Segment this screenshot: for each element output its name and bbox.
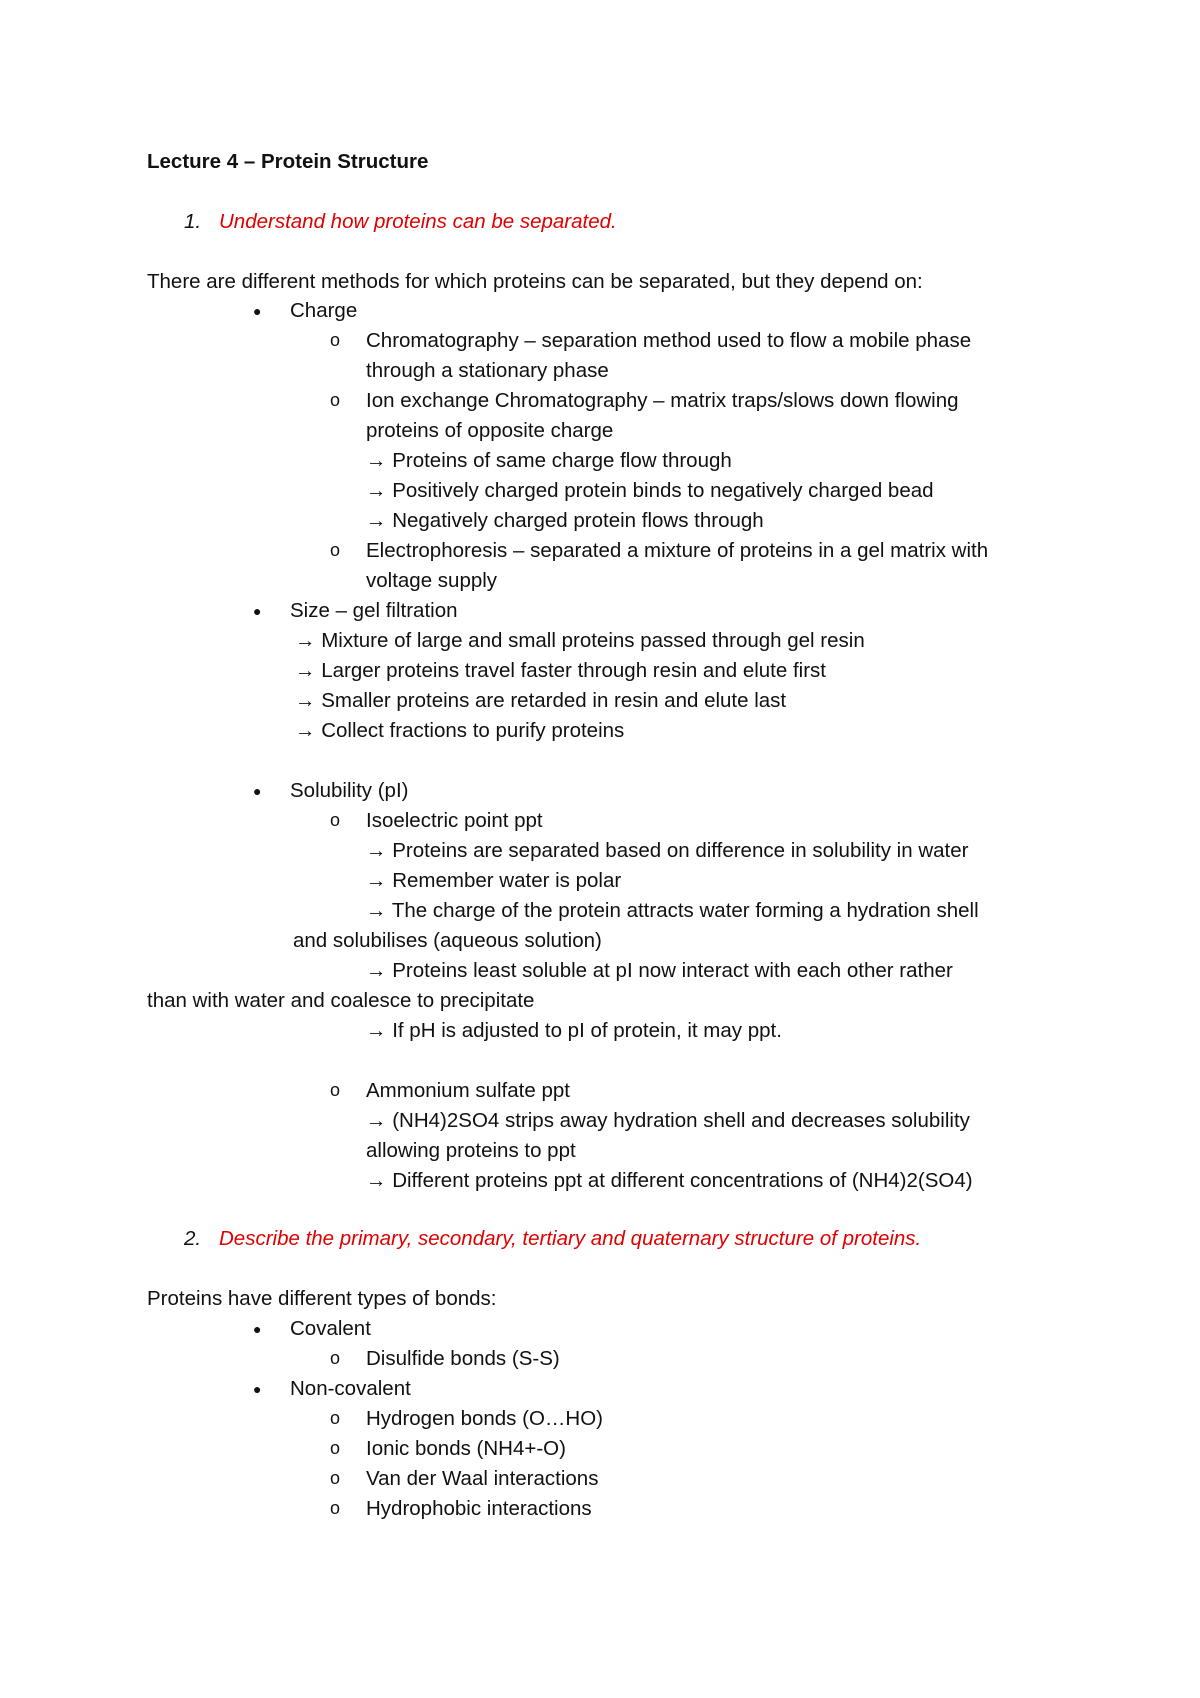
arrow-item-text: The charge of the protein attracts water forming a hydration shell: [391, 899, 979, 922]
objective-number: 2.: [184, 1227, 202, 1250]
chromatography-line: Chromatography – separation method used to flow a mobile phase: [366, 329, 972, 352]
list-item: Hydrophobic interactions: [366, 1497, 592, 1520]
arrow-item-text: If pH is adjusted to pI of protein, it may ppt.: [392, 1019, 782, 1042]
arrow-item: [295, 691, 786, 712]
arrow-icon: →: [366, 1109, 387, 1132]
bullet-charge: Charge: [290, 299, 358, 322]
circle-bullet-icon: o: [330, 1468, 341, 1488]
electrophoresis-line: Electrophoresis – separated a mixture of proteins in a gel matrix with: [366, 539, 989, 562]
list-item: Ionic bonds (NH4+-O): [366, 1437, 566, 1460]
circle-bullet-icon: o: [330, 1408, 341, 1428]
ammonium-label: Ammonium sulfate ppt: [366, 1079, 570, 1102]
circle-bullet-icon: o: [330, 1348, 341, 1368]
arrow-item: [295, 661, 826, 682]
objective-number: 1.: [184, 210, 202, 233]
list-item: Hydrogen bonds (O…HO): [366, 1407, 603, 1430]
arrow-icon: →: [366, 959, 387, 982]
bullet-icon: ●: [253, 1321, 262, 1337]
list-item: Van der Waal interactions: [366, 1467, 599, 1490]
bullet-icon: ●: [253, 303, 262, 319]
arrow-item-text: Collect fractions to purify proteins: [321, 719, 625, 742]
arrow-icon: →: [366, 899, 387, 922]
intro-text: There are different methods for which proteins can be separated, but they depend on:: [147, 270, 923, 293]
arrow-item-cont: than with water and coalesce to precipitate: [147, 989, 535, 1012]
arrow-item: [366, 481, 934, 502]
circle-bullet-icon: o: [330, 330, 341, 350]
arrow-item: [366, 511, 764, 532]
arrow-item: [366, 871, 621, 892]
arrow-icon: →: [295, 719, 316, 742]
arrow-item: [366, 1111, 970, 1132]
arrow-icon: →: [295, 629, 316, 652]
arrow-item-text: Negatively charged protein flows through: [392, 509, 764, 532]
intro-text: Proteins have different types of bonds:: [147, 1287, 497, 1310]
electrophoresis-line-cont: voltage supply: [366, 569, 498, 592]
arrow-item: [366, 451, 732, 472]
arrow-item: [366, 961, 953, 982]
isoelectric-label: Isoelectric point ppt: [366, 809, 543, 832]
arrow-icon: →: [295, 659, 316, 682]
bullet-non-covalent: Non-covalent: [290, 1377, 411, 1400]
chromatography-line-cont: through a stationary phase: [366, 359, 609, 382]
ion-exchange-line-cont: proteins of opposite charge: [366, 419, 614, 442]
arrow-item-text: Smaller proteins are retarded in resin and elute last: [321, 689, 787, 712]
objective-heading: Understand how proteins can be separated.: [219, 210, 617, 233]
bullet-size: Size – gel filtration: [290, 599, 458, 622]
bullet-icon: ●: [253, 603, 262, 619]
arrow-item: [366, 901, 979, 922]
arrow-item: [295, 631, 865, 652]
list-item: Disulfide bonds (S-S): [366, 1347, 560, 1370]
arrow-item-text: Proteins least soluble at pI now interact with each other rather: [392, 959, 953, 982]
arrow-icon: →: [366, 1169, 387, 1192]
page-title: Lecture 4 – Protein Structure: [147, 150, 429, 173]
bullet-icon: ●: [253, 783, 262, 799]
arrow-icon: →: [295, 689, 316, 712]
arrow-item-text: Proteins of same charge flow through: [392, 449, 732, 472]
arrow-item-text: Mixture of large and small proteins passed through gel resin: [321, 629, 865, 652]
arrow-icon: →: [366, 449, 387, 472]
ion-exchange-line: Ion exchange Chromatography – matrix traps/slows down flowing: [366, 389, 959, 412]
arrow-item-text: (NH4)2SO4 strips away hydration shell and decreases solubility: [392, 1109, 970, 1132]
bullet-covalent: Covalent: [290, 1317, 371, 1340]
arrow-icon: →: [366, 869, 387, 892]
arrow-item-text: Positively charged protein binds to negatively charged bead: [392, 479, 934, 502]
circle-bullet-icon: o: [330, 1438, 341, 1458]
arrow-item-text: Larger proteins travel faster through resin and elute first: [321, 659, 826, 682]
arrow-item: [366, 1021, 782, 1042]
arrow-item-cont: allowing proteins to ppt: [366, 1139, 576, 1162]
circle-bullet-icon: o: [330, 810, 341, 830]
circle-bullet-icon: o: [330, 1080, 341, 1100]
circle-bullet-icon: o: [330, 390, 341, 410]
circle-bullet-icon: o: [330, 540, 341, 560]
circle-bullet-icon: o: [330, 1498, 341, 1518]
arrow-icon: →: [366, 509, 387, 532]
arrow-icon: →: [366, 1019, 387, 1042]
bullet-solubility: Solubility (pI): [290, 779, 409, 802]
objective-heading: Describe the primary, secondary, tertiary and quaternary structure of proteins.: [219, 1227, 922, 1250]
arrow-item: [295, 721, 624, 742]
arrow-icon: →: [366, 839, 387, 862]
arrow-item-cont: and solubilises (aqueous solution): [293, 929, 602, 952]
bullet-icon: ●: [253, 1381, 262, 1397]
arrow-item: [366, 1171, 973, 1192]
arrow-item-text: Proteins are separated based on difference in solubility in water: [392, 839, 969, 862]
arrow-item-text: Remember water is polar: [392, 869, 622, 892]
arrow-item-text: Different proteins ppt at different concentrations of (NH4)2(SO4): [392, 1169, 973, 1192]
arrow-item: [366, 841, 968, 862]
arrow-icon: →: [366, 479, 387, 502]
